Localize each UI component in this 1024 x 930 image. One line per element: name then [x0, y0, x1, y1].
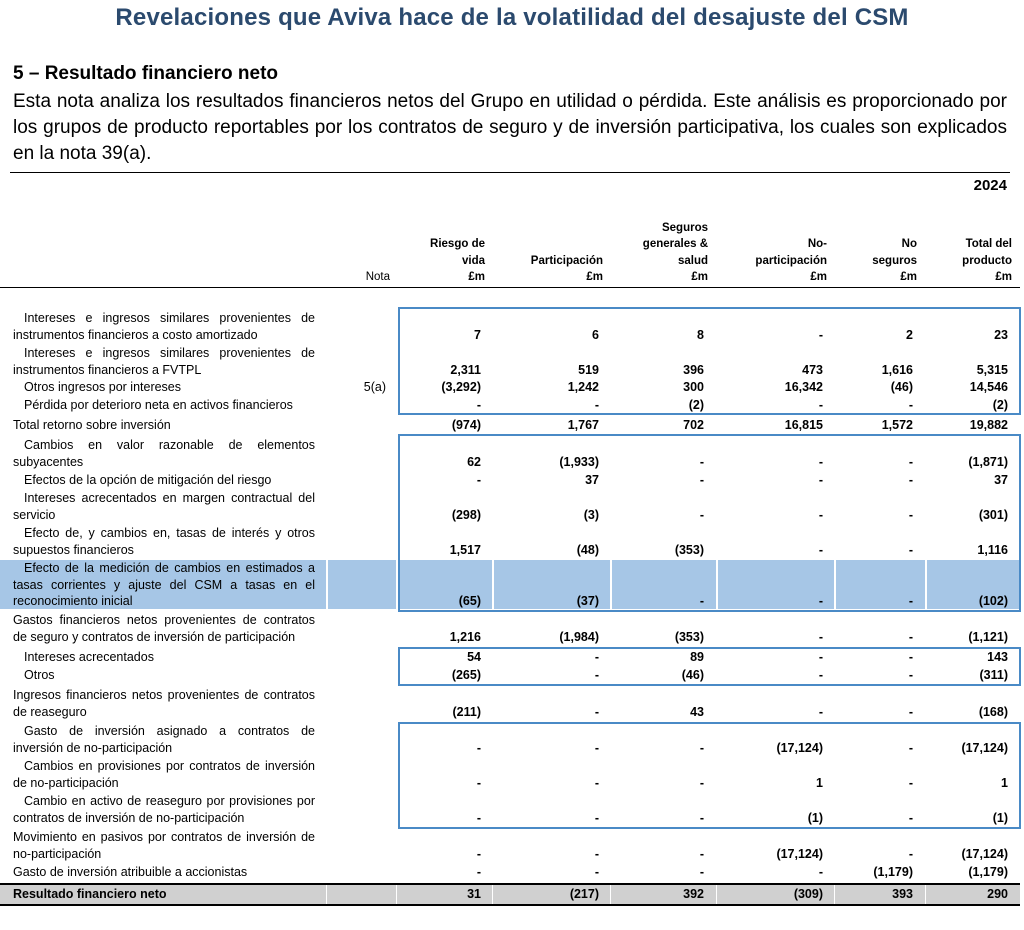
total-row-label: Resultado financiero neto [13, 887, 167, 901]
table-cell: - [699, 846, 704, 861]
table-cell: - [908, 704, 913, 719]
table-cell: (17,124) [961, 740, 1008, 755]
table-cell: (168) [978, 704, 1008, 719]
column-header [366, 269, 390, 285]
table-cell: - [908, 775, 913, 790]
row-label: Gasto de inversión atribuible a accionistas [13, 865, 248, 879]
highlight-box-non-participation [398, 722, 1021, 829]
table-cell: (102) [978, 594, 1008, 608]
table-cell: (1) [807, 810, 823, 825]
table-cell: - [476, 846, 481, 861]
table-cell: (301) [978, 507, 1008, 522]
table-cell: - [908, 398, 913, 412]
total-separator [396, 885, 397, 904]
row-label: Efectos de la opción de mitigación del riesgo [24, 473, 272, 487]
row-label: Intereses acrecentados en margen contractual del servicio [13, 491, 315, 522]
table-cell: - [908, 846, 913, 861]
table-cell: - [908, 507, 913, 522]
table-cell: - [476, 473, 481, 487]
table-cell: (46) [681, 668, 704, 682]
table-cell: - [818, 398, 823, 412]
intro-paragraph: Esta nota analiza los resultados financieros netos del Grupo en utilidad o pérdida. Este análisis es proporcionado por los grupos de producto reportables por los contratos de seguro y de inversión participativa, los cuales son explicados en la nota 39(a). [13, 91, 1007, 164]
table-cell: - [476, 865, 481, 879]
column-header [872, 236, 917, 285]
column-header [755, 236, 827, 285]
column-header-line: seguros [872, 254, 917, 267]
table-cell: (1) [992, 810, 1008, 825]
total-cell: (309) [793, 887, 823, 901]
table-cell: (1,179) [873, 865, 913, 879]
table-cell: - [476, 775, 481, 790]
table-cell: - [908, 740, 913, 755]
table-cell: 62 [467, 454, 481, 469]
column-header-line: generales & [642, 238, 708, 251]
row-label: Otros ingresos por intereses [24, 380, 182, 394]
table-cell: 37 [585, 473, 599, 487]
table-cell: (265) [451, 668, 481, 682]
table-cell: 16,342 [784, 380, 823, 394]
row-note: 5(a) [363, 380, 386, 394]
table-cell: - [594, 668, 599, 682]
table-cell: (1,984) [559, 629, 599, 644]
table-cell: - [699, 473, 704, 487]
table-cell: - [699, 454, 704, 469]
table-cell: - [594, 846, 599, 861]
column-header-line: producto [962, 254, 1012, 267]
row-label: Cambios en provisiones por contratos de inversión de no-participación [13, 759, 315, 790]
row-label: Intereses e ingresos similares provenientes de instrumentos financieros a FVTPL [13, 346, 315, 377]
table-cell: - [908, 594, 913, 608]
table-cell: - [594, 704, 599, 719]
column-header [531, 253, 603, 286]
table-cell: - [594, 650, 599, 664]
table-cell: - [594, 810, 599, 825]
column-header-line: £m [691, 270, 708, 283]
total-cell: 393 [892, 887, 913, 901]
table-cell: - [908, 629, 913, 644]
total-cell: (217) [569, 887, 599, 901]
section-title: 5 – Resultado financiero neto [13, 63, 278, 84]
row-label: Cambios en valor razonable de elementos subyacentes [13, 438, 315, 469]
row-label: Intereses acrecentados [24, 650, 154, 664]
column-header-line: participación [755, 254, 827, 267]
page-title: Revelaciones que Aviva hace de la volatilidad del desajuste del CSM [115, 4, 909, 31]
table-cell: 2,311 [450, 362, 481, 377]
column-header-line: No- [807, 238, 827, 251]
column-header [962, 236, 1012, 285]
row-label: Total retorno sobre inversión [13, 418, 171, 432]
row-label: Cambio en activo de reaseguro por provisiones por contratos de inversión de no-participación [13, 794, 315, 825]
row-label: Intereses e ingresos similares provenientes de instrumentos financieros a costo amortizado [13, 311, 315, 342]
table-cell: (1,179) [968, 865, 1008, 879]
table-cell: - [818, 542, 823, 557]
table-cell: (48) [576, 542, 599, 557]
table-cell: 19,882 [969, 418, 1008, 432]
column-header-line: £m [468, 270, 485, 283]
column-header-line: £m [900, 270, 917, 283]
total-cell: 392 [683, 887, 704, 901]
table-cell: 473 [802, 362, 823, 377]
table-cell: (37) [576, 594, 599, 608]
table-cell: 89 [690, 650, 704, 664]
table-cell: 23 [994, 327, 1008, 342]
total-separator [925, 885, 926, 904]
table-cell: (17,124) [776, 740, 823, 755]
table-cell: (1,121) [968, 629, 1008, 644]
highlight-box-changes [398, 434, 1021, 612]
column-header-line: £m [810, 270, 827, 283]
divider [10, 172, 1010, 173]
total-cell: 31 [467, 887, 481, 901]
table-cell: (65) [458, 594, 481, 608]
total-separator [610, 885, 611, 904]
table-cell: (353) [674, 542, 704, 557]
table-cell: 43 [690, 704, 704, 719]
table-cell: (1,933) [559, 454, 599, 469]
table-cell: 6 [592, 327, 599, 342]
row-label: Otros [24, 668, 55, 682]
table-cell: 1,216 [449, 629, 481, 644]
table-cell: 143 [987, 650, 1008, 664]
table-cell: (3,292) [441, 380, 481, 394]
table-cell: 1,616 [881, 362, 913, 377]
table-cell: - [818, 454, 823, 469]
column-header-line: No [901, 238, 917, 251]
table-cell: - [594, 740, 599, 755]
table-cell: - [908, 473, 913, 487]
table-cell: - [818, 650, 823, 664]
table-cell: 1,242 [567, 380, 599, 394]
total-separator [492, 885, 493, 904]
highlight-separator [326, 560, 328, 609]
total-separator [326, 885, 327, 904]
table-cell: 14,546 [969, 380, 1008, 394]
table-cell: 1,116 [977, 542, 1008, 557]
table-cell: - [908, 810, 913, 825]
header-rule [0, 287, 1020, 288]
table-cell: 5,315 [976, 362, 1008, 377]
table-cell: - [818, 629, 823, 644]
column-header [643, 220, 708, 285]
table-cell: 702 [683, 418, 704, 432]
column-header-line: Seguros [661, 222, 708, 234]
table-cell: (353) [674, 629, 704, 644]
column-header-line: Nota [365, 270, 390, 283]
table-cell: (311) [979, 668, 1008, 682]
table-cell: - [476, 398, 481, 412]
table-cell: 1 [816, 775, 823, 790]
table-cell: - [908, 454, 913, 469]
table-cell: 1,517 [449, 542, 481, 557]
row-label: Pérdida por deterioro neta en activos financieros [24, 398, 293, 412]
table-cell: - [476, 810, 481, 825]
row-label: Efecto de, y cambios en, tasas de interés y otros supuestos financieros [13, 526, 315, 557]
table-cell: (17,124) [776, 846, 823, 861]
table-cell: - [908, 542, 913, 557]
table-cell: 1 [1001, 775, 1008, 790]
column-header-line: £m [586, 270, 603, 283]
table-cell: 8 [697, 327, 704, 342]
total-separator [834, 885, 835, 904]
table-cell: - [818, 865, 823, 879]
table-cell: 300 [683, 380, 704, 394]
highlight-box-interest [398, 307, 1021, 415]
table-cell: (974) [451, 418, 481, 432]
table-cell: (1,871) [968, 454, 1008, 469]
table-cell: - [818, 594, 823, 608]
row-label: Efecto de la medición de cambios en estimados a tasas corrientes y ajuste del CSM a tasas en el reconocimiento inicial [13, 561, 315, 608]
table-cell: - [908, 650, 913, 664]
column-header-line: Total del [965, 238, 1012, 251]
column-header-line: Participación [530, 254, 603, 267]
table-cell: 37 [994, 473, 1008, 487]
table-cell: - [699, 810, 704, 825]
table-cell: (46) [890, 380, 913, 394]
table-cell: - [908, 668, 913, 682]
row-label: Gasto de inversión asignado a contratos de inversión de no-participación [13, 724, 315, 755]
year-label: 2024 [973, 177, 1007, 194]
row-label: Movimiento en pasivos por contratos de inversión de no-participación [13, 830, 315, 861]
column-header-line: Riesgo de [430, 238, 485, 251]
table-cell: 7 [474, 327, 481, 342]
column-header-line: £m [995, 270, 1012, 283]
table-cell: 54 [467, 650, 481, 664]
table-cell: (17,124) [961, 846, 1008, 861]
table-cell: - [699, 775, 704, 790]
table-cell: - [699, 507, 704, 522]
table-cell: (2) [992, 398, 1008, 412]
table-cell: - [818, 704, 823, 719]
table-cell: 519 [578, 362, 599, 377]
table-cell: - [818, 507, 823, 522]
table-cell: 16,815 [784, 418, 823, 432]
table-cell: - [699, 594, 704, 608]
table-cell: (298) [451, 507, 481, 522]
total-separator [716, 885, 717, 904]
table-cell: - [818, 327, 823, 342]
total-cell: 290 [987, 887, 1008, 901]
column-header-line: salud [677, 254, 708, 267]
table-cell: - [818, 473, 823, 487]
table-cell: - [476, 740, 481, 755]
total-row [0, 883, 1020, 906]
table-cell: - [594, 398, 599, 412]
table-cell: - [594, 775, 599, 790]
table-cell: (211) [452, 704, 481, 719]
row-label: Gastos financieros netos provenientes de contratos de seguro y contratos de inversión de participación [13, 613, 315, 644]
table-cell: 396 [683, 362, 704, 377]
column-header-line: vida [461, 254, 485, 267]
table-cell: 1,572 [881, 418, 913, 432]
table-cell: - [818, 668, 823, 682]
table-cell: (2) [688, 398, 704, 412]
row-label: Ingresos financieros netos provenientes de contratos de reaseguro [13, 688, 315, 719]
table-cell: - [594, 865, 599, 879]
highlight-box-accrued [398, 647, 1021, 686]
table-cell: 1,767 [567, 418, 599, 432]
table-cell: (3) [583, 507, 599, 522]
table-cell: 2 [906, 327, 913, 342]
table-cell: - [699, 740, 704, 755]
table-cell: - [699, 865, 704, 879]
column-header [430, 236, 485, 285]
